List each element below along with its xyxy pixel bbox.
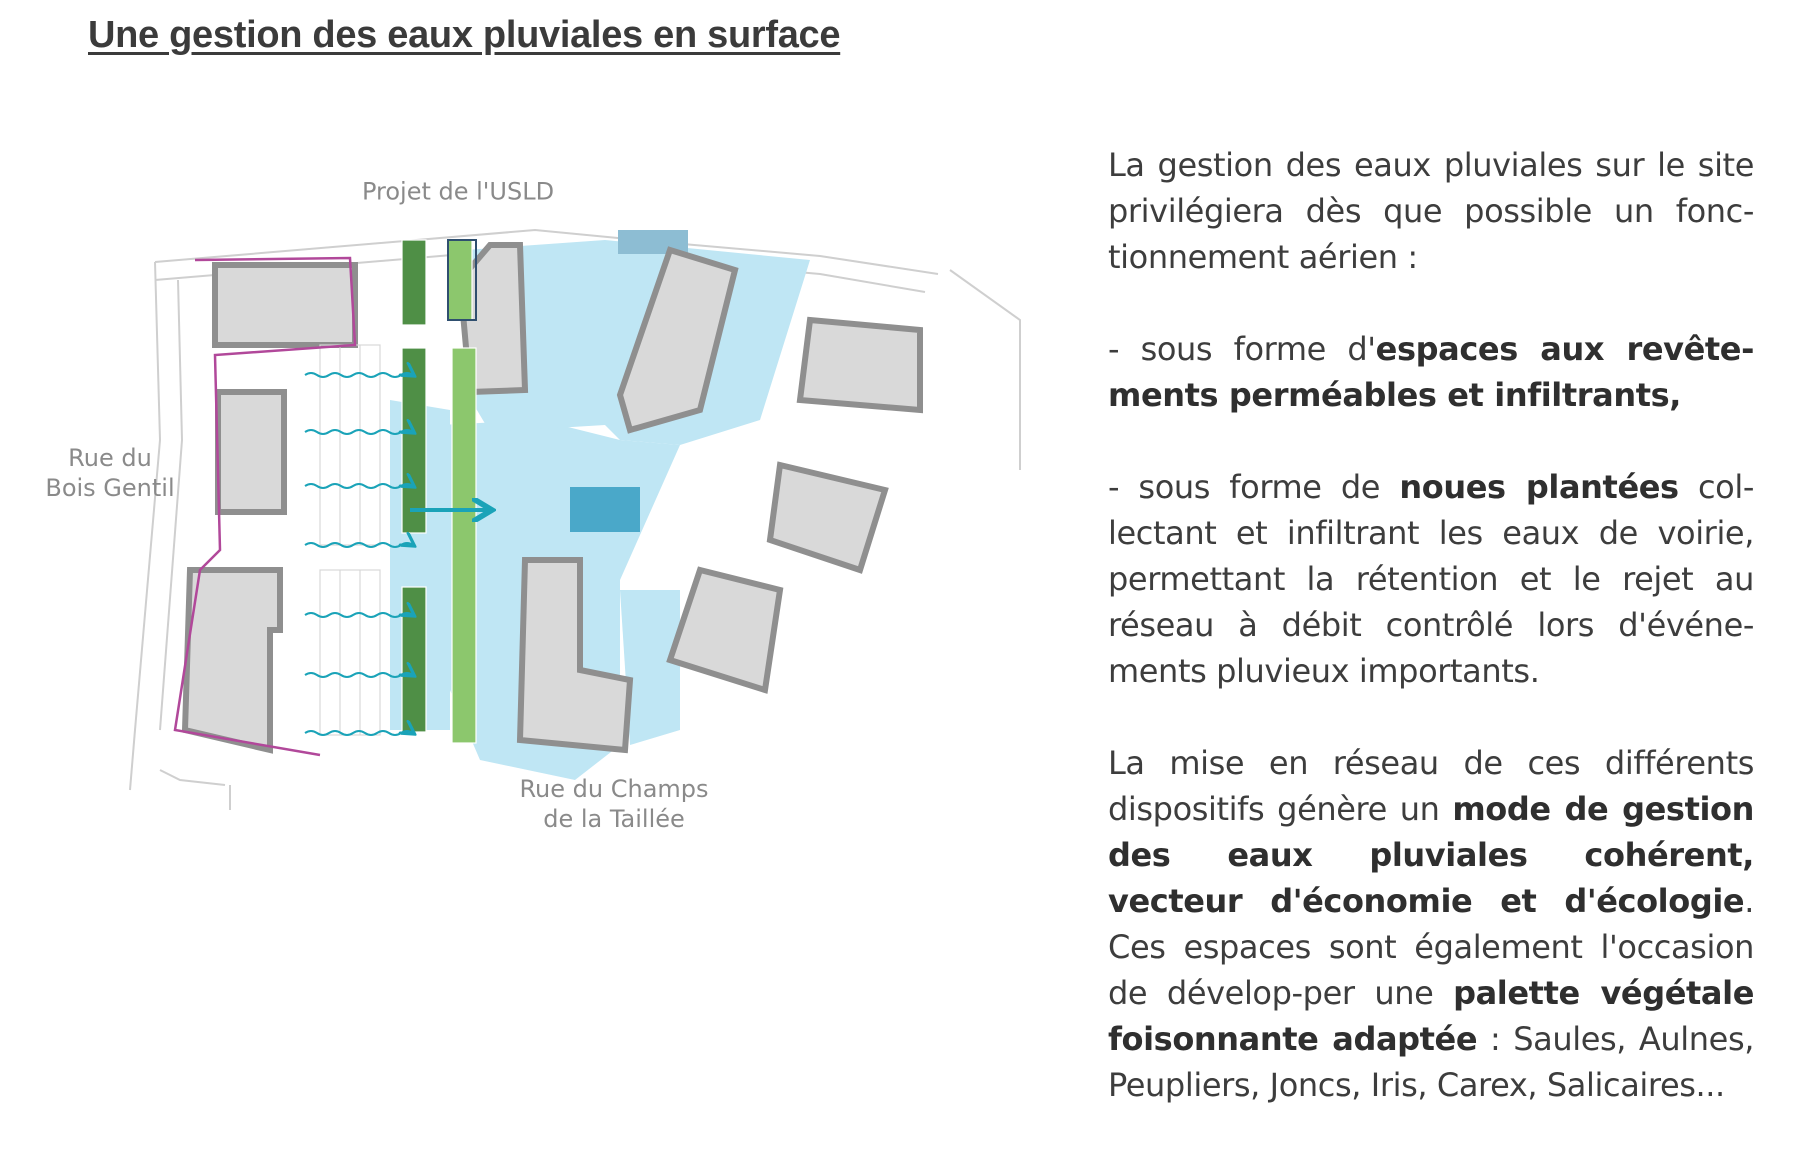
page-title: Une gestion des eaux pluviales en surface [88,14,841,56]
label-usld: Projet de l'USLD [361,177,555,206]
label-rue-champs-line2: de la Taillée [543,805,685,833]
label-rue-bois-gentil-line2: Bois Gentil [45,474,175,502]
label-rue-bois-gentil-line1: Rue du [68,444,152,472]
retention-basin [570,487,640,532]
paragraph-network: La mise en réseau de ces différents dispositifs génère un mode de gestion des eaux pluviales cohérent, vecteur d'économie et d'écologie. Ces espaces sont également l'occasion de dévelop-per une palette végétale foisonnante adaptée : Saules, Aulnes, Peupliers, Joncs, Iris, Carex, Salicaires... [1108,744,1754,1104]
paragraph-intro: La gestion des eaux pluviales sur le site privilégiera dès que possible un fonc-tionnement aérien : [1108,146,1754,276]
label-rue-champs-line1: Rue du Champs [519,775,709,803]
site-plan-map [20,170,1040,990]
text-column [1108,142,1754,1154]
paragraph-swales: - sous forme de noues plantées col-lectant et infiltrant les eaux de voirie, permettant la rétention et le rejet au réseau à débit contrôlé lors d'événe-ments pluvieux importants. [1108,468,1754,690]
paragraph-permeable: - sous forme d'espaces aux revête-ments perméables et infiltrants, [1108,330,1754,414]
